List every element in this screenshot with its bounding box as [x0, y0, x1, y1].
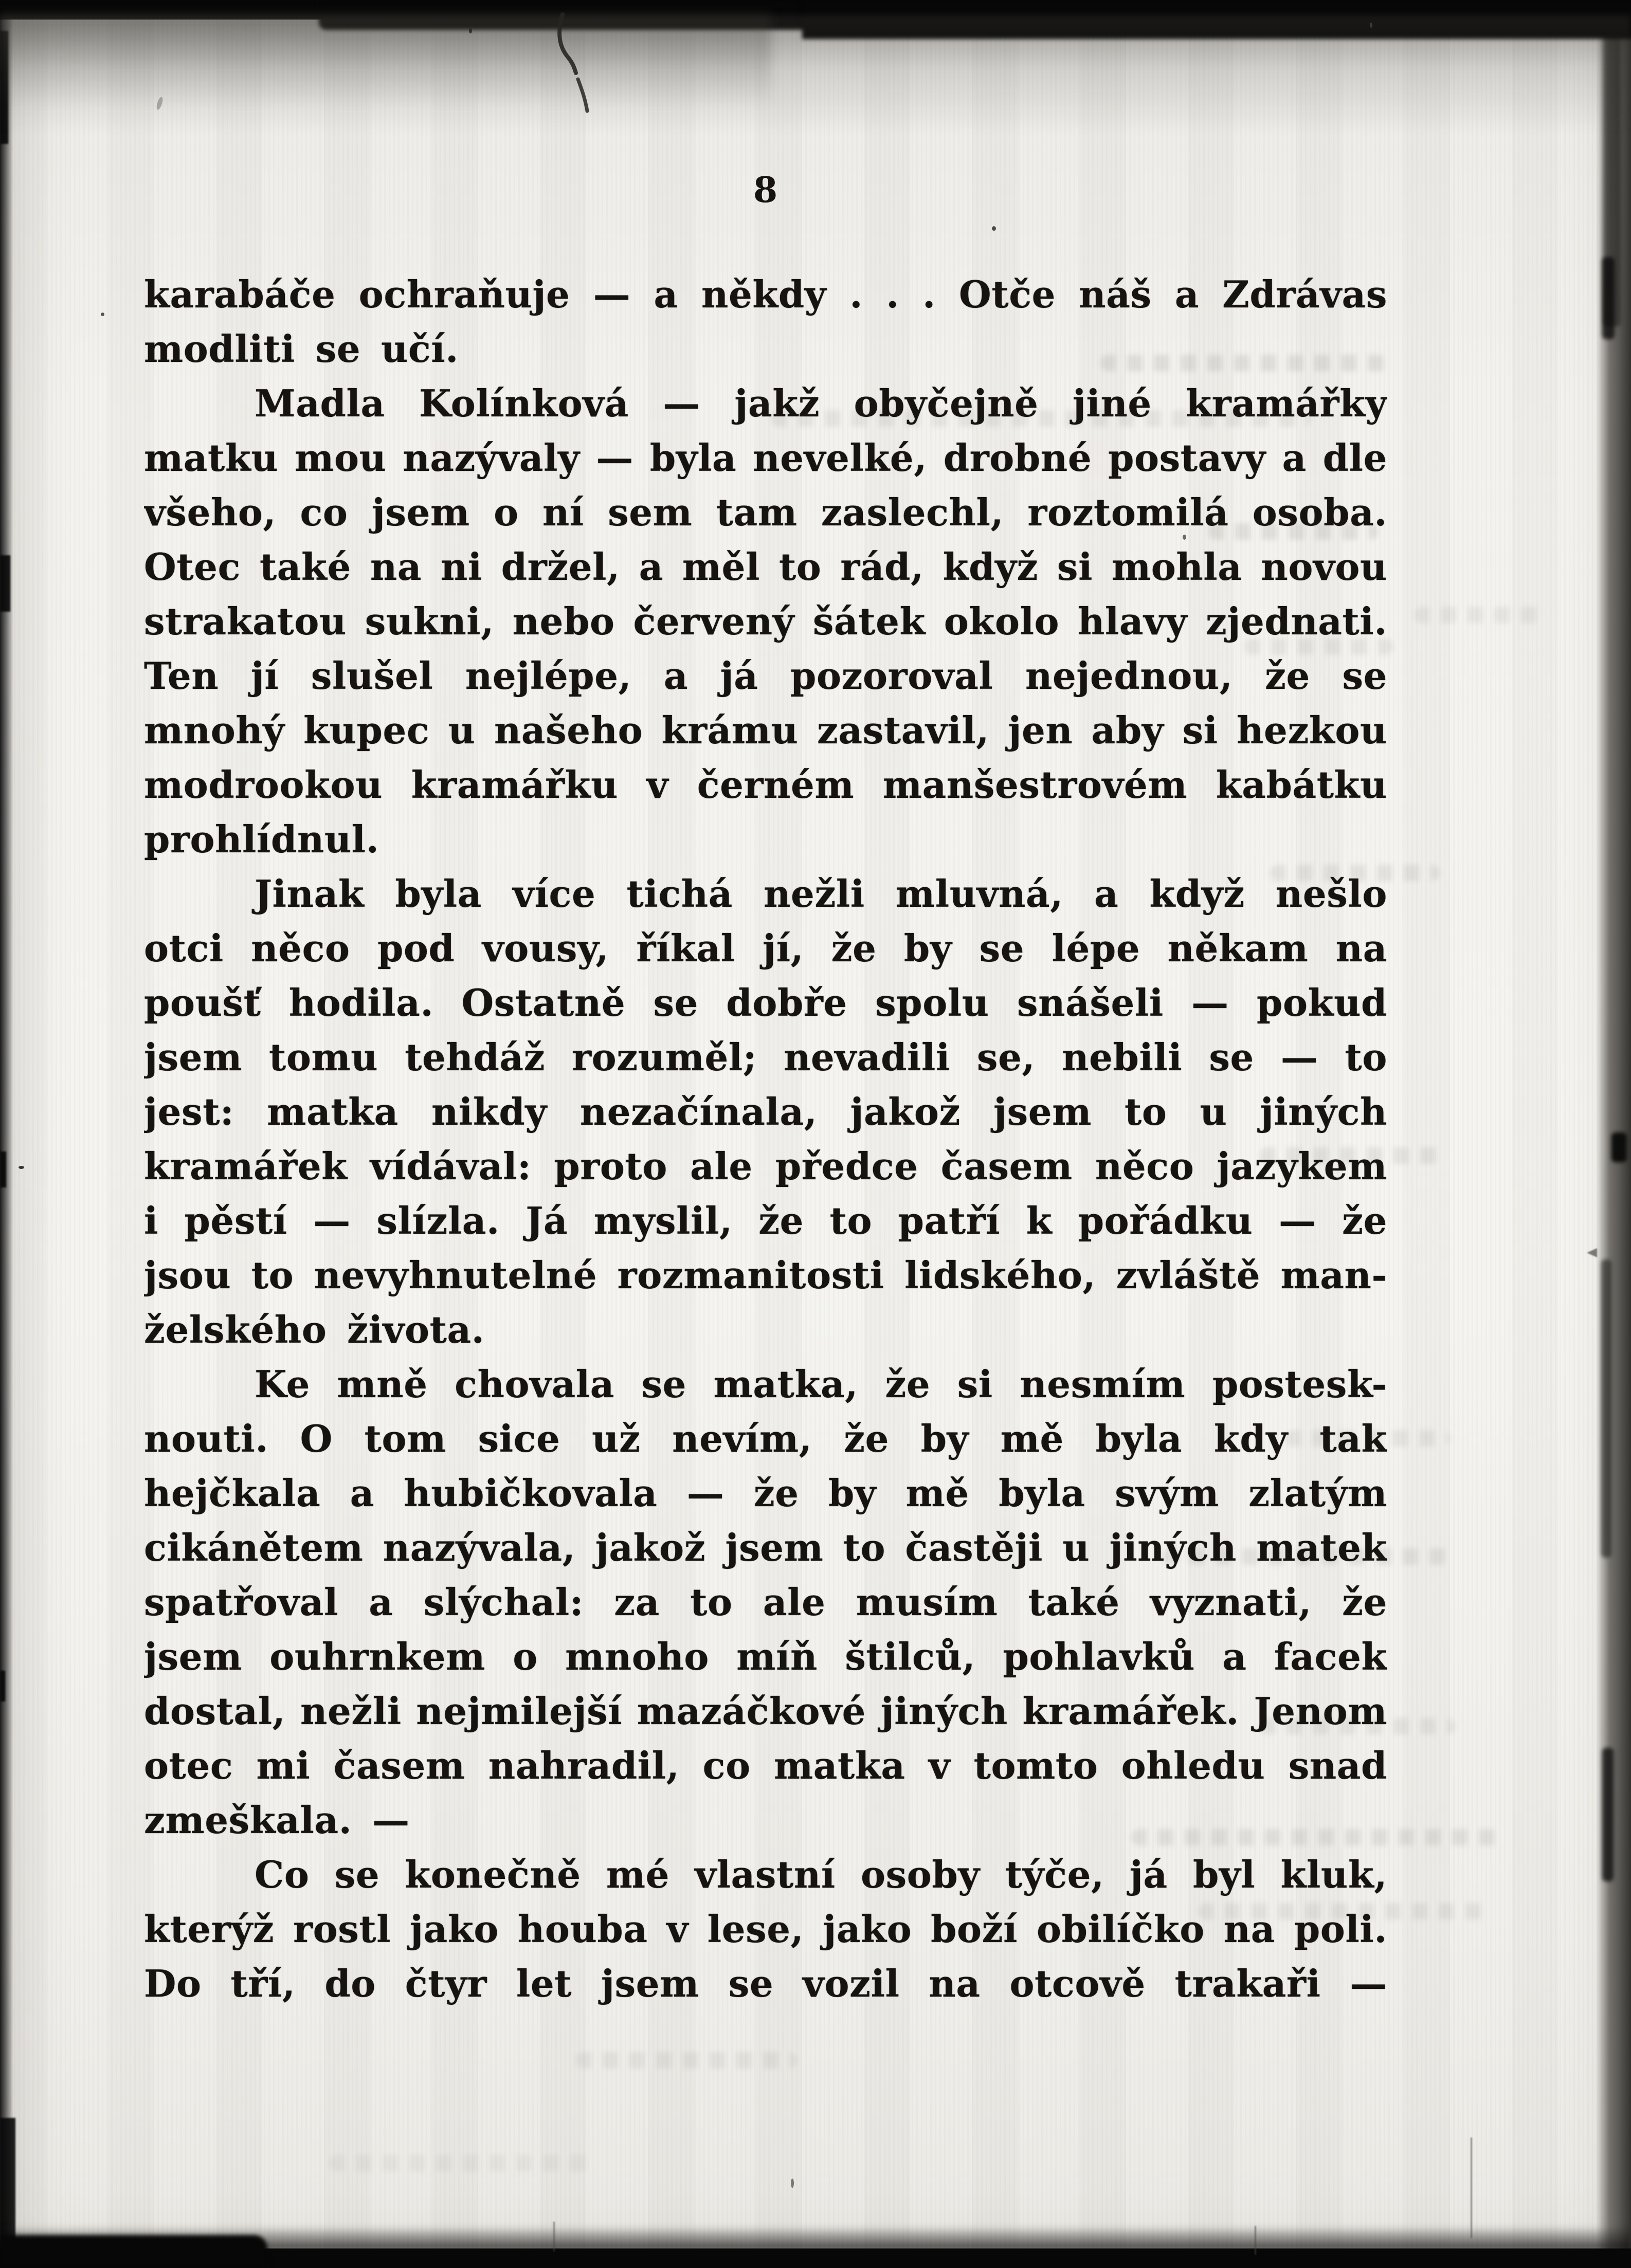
text-line: Otec také na ni držel, a měl to rád, když si mohla novou — [144, 545, 1387, 589]
ink-speck — [1370, 23, 1372, 28]
scan-hairline — [1255, 2226, 1256, 2255]
text-line: modliti se učí. — [144, 327, 459, 371]
ink-speck — [992, 226, 996, 231]
text-line: spatřoval a slýchal: za to ale musím také vyznati, že — [144, 1580, 1387, 1624]
text-line: kterýž rostl jako houba v lese, jako boží obilíčko na poli. — [144, 1907, 1387, 1951]
scan-edge-mark — [0, 1671, 5, 1702]
text-line: jsem ouhrnkem o mnoho míň štilců, pohlavků a facek — [144, 1635, 1387, 1678]
text-line: Ten jí slušel nejlépe, a já pozoroval nejednou, že se — [144, 654, 1387, 698]
ink-speck — [19, 1166, 24, 1169]
page-edge-shadow — [1611, 1132, 1627, 1162]
text-line: zmeškala. — — [144, 1798, 410, 1842]
text-line: Do tří, do čtyr let jsem se vozil na otcově trakaři — — [144, 1962, 1387, 2005]
text-line: jest: matka nikdy nezačínala, jakož jsem to u jiných — [144, 1090, 1387, 1133]
text-line: cikánětem nazývala, jakož jsem to častěji u jiných matek — [144, 1526, 1387, 1569]
ink-speck — [469, 27, 472, 33]
bleedthrough-smudge — [329, 2155, 596, 2171]
text-line: modrookou kramářku v černém manšestrovém kabátku — [144, 763, 1387, 807]
text-line: otec mi časem nahradil, co matka v tomto ohledu snad — [144, 1744, 1387, 1787]
scan-hairline — [553, 2222, 555, 2252]
scan-edge-left — [0, 0, 13, 2268]
scan-shadow-top — [0, 13, 771, 116]
text-line: všeho, co jsem o ní sem tam zaslechl, roztomilá osoba. — [144, 490, 1387, 534]
ink-speck — [791, 2179, 794, 2188]
text-line: prohlídnul. — [144, 817, 379, 861]
pen-scratch-mark — [545, 10, 617, 123]
bleedthrough-smudge — [1414, 607, 1548, 623]
text-line: kramářek vídával: proto ale předce časem něco jazykem — [144, 1144, 1387, 1188]
text-line: želského života. — [144, 1308, 485, 1351]
text-line: dostal, nežli nejmilejší mazáčkové jiných kramářek. Jenom — [144, 1689, 1387, 1733]
text-line: Ke mně chovala se matka, že si nesmím postesk- — [255, 1362, 1387, 1406]
scan-border-bottom — [0, 2235, 267, 2268]
text-line: matku mou nazývaly — byla nevelké, drobné postavy a dle — [144, 436, 1387, 480]
text-line: mnohý kupec u našeho krámu zastavil, jen aby si hezkou — [144, 708, 1387, 752]
text-line: poušť hodila. Ostatně se dobře spolu snášeli — pokud — [144, 981, 1387, 1025]
text-line: jsou to nevyhnutelné rozmanitosti lidského, zvláště man- — [144, 1253, 1387, 1297]
text-line: strakatou sukni, nebo červený šátek okolo hlavy zjednati. — [144, 599, 1387, 643]
text-line: nouti. O tom sice už nevím, že by mě byla kdy tak — [144, 1417, 1387, 1460]
page-text-block — [144, 267, 1387, 2011]
ink-speck — [101, 313, 104, 316]
text-line: hejčkala a hubičkovala — že by mě byla svým zlatým — [144, 1471, 1387, 1515]
page-edge-shadow — [1602, 257, 1615, 339]
page-edge-nick — [1587, 1248, 1597, 1257]
text-line: jsem tomu tehdáž rozuměl; nevadili se, nebili se — to — [144, 1035, 1387, 1079]
text-line: otci něco pod vousy, říkal jí, že by se lépe někam na — [144, 926, 1387, 970]
scan-edge-mark — [0, 555, 10, 612]
scan-hairline — [1471, 2137, 1472, 2238]
page-edge-shadow — [1602, 1748, 1614, 1881]
text-line: Madla Kolínková — jakž obyčejně jiné kramářky — [255, 381, 1387, 425]
bleedthrough-smudge — [576, 2052, 797, 2069]
text-line: Jinak byla více tichá nežli mluvná, a když nešlo — [255, 872, 1387, 916]
page-edge-shadow — [1601, 1259, 1611, 1558]
text-line: karabáče ochraňuje — a někdy . . . Otče náš a Zdrávas — [144, 272, 1387, 316]
page-number: 8 — [753, 170, 778, 211]
scan-edge-mark — [0, 1151, 6, 1187]
text-line: i pěstí — slízla. Já myslil, že to patří k pořádku — že — [144, 1199, 1387, 1242]
text-line: Co se konečně mé vlastní osoby týče, já byl kluk, — [255, 1853, 1387, 1896]
